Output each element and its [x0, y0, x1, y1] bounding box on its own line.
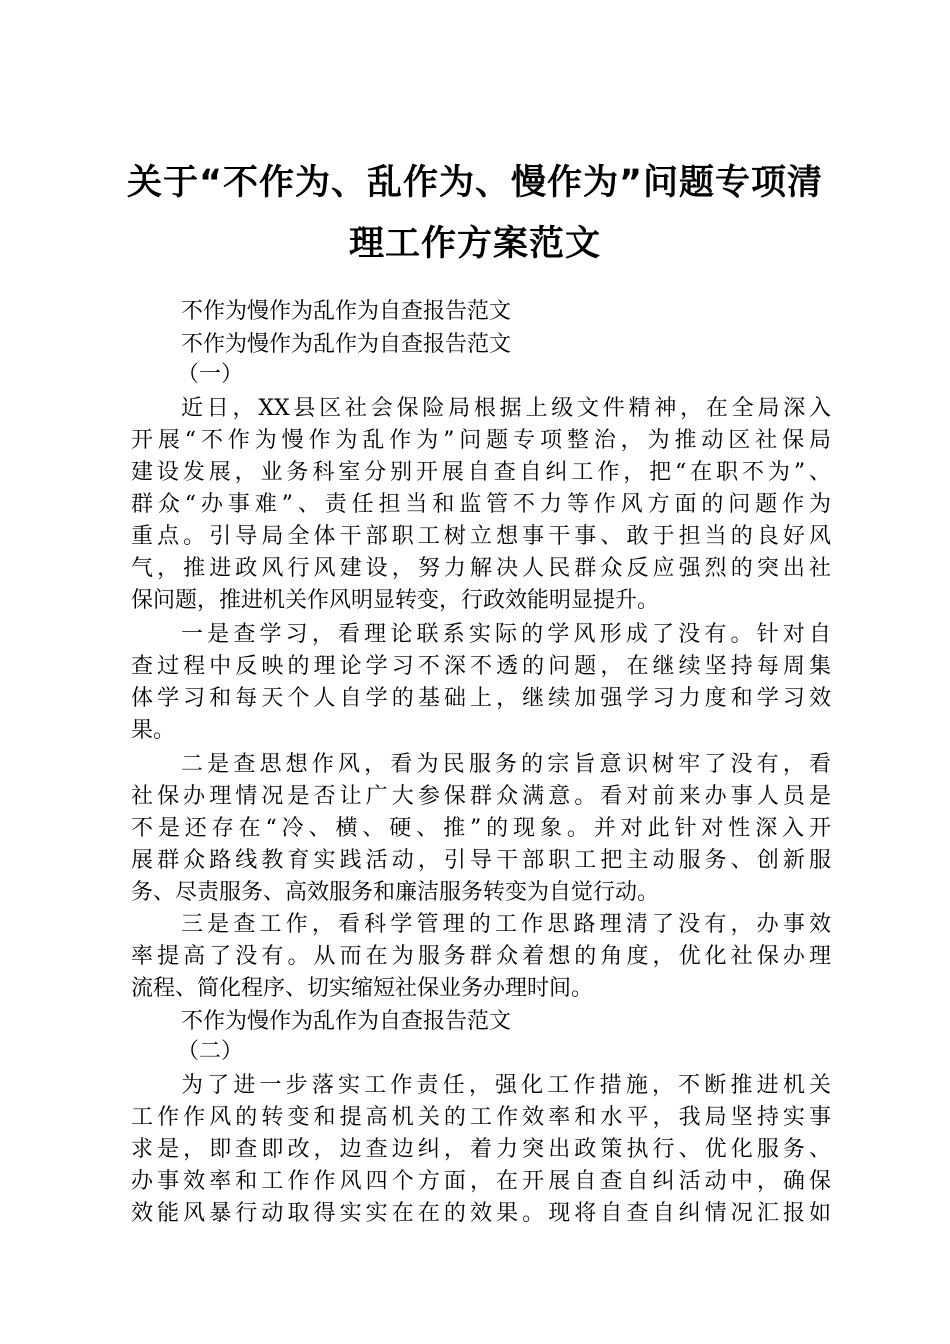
document-title-line-2: 理工作方案范文 [348, 224, 601, 264]
document-title-line-1: 关于“不作为、乱作为、慢作为”问题专项清 [126, 163, 823, 203]
section-marker: （二） [177, 1039, 244, 1064]
paragraph-line: 求是，即查即改，边查边纠，着力突出政策执行、优化服务、 [131, 1137, 831, 1162]
paragraph-line: 建设发展，业务科室分别开展自查自纠工作，把“在职不为”、 [131, 460, 831, 485]
paragraph-line: 务、尽责服务、高效服务和廉洁服务转变为自觉行动。 [131, 880, 660, 905]
section-marker: （一） [177, 362, 244, 387]
paragraph-line: 体学习和每天个人自学的基础上，继续加强学习力度和学习效 [131, 686, 831, 711]
subtitle-line: 不作为慢作为乱作为自查报告范文 [181, 1009, 512, 1034]
paragraph-line: 办事效率和工作作风四个方面，在开展自查自纠活动中，确保 [131, 1169, 831, 1194]
paragraph-line: 社保办理情况是否让广大参保群众满意。看对前来办事人员是 [131, 784, 831, 809]
paragraph-line: 开展“不作为慢作为乱作为”问题专项整治，为推动区社保局 [131, 428, 831, 453]
paragraph-line: 重点。引导局全体干部职工树立想事干事、敢于担当的良好风 [131, 524, 831, 549]
paragraph-line: 流程、简化程序、切实缩短社保业务办理时间。 [131, 976, 594, 1001]
paragraph-line: 效能风暴行动取得实实在在的效果。现将自查自纠情况汇报如 [131, 1201, 831, 1226]
subtitle-line: 不作为慢作为乱作为自查报告范文 [181, 332, 512, 357]
paragraph-line: 气，推进政风行风建设，努力解决人民群众反应强烈的突出社 [131, 556, 831, 581]
paragraph-line: 三是查工作，看科学管理的工作思路理清了没有，办事效 [181, 912, 831, 937]
paragraph-line: 不是还存在“冷、横、硬、推”的现象。并对此针对性深入开 [131, 816, 831, 841]
paragraph-line: 展群众路线教育实践活动，引导干部职工把主动服务、创新服 [131, 848, 831, 873]
paragraph-line: 群众“办事难”、责任担当和监管不力等作风方面的问题作为 [131, 492, 831, 517]
paragraph-line: 保问题，推进机关作风明显转变，行政效能明显提升。 [131, 588, 660, 613]
paragraph-line: 工作作风的转变和提高机关的工作效率和水平，我局坚持实事 [131, 1105, 831, 1130]
paragraph-line: 一是查学习，看理论联系实际的学风形成了没有。针对自 [181, 622, 831, 647]
subtitle-line: 不作为慢作为乱作为自查报告范文 [181, 299, 512, 324]
paragraph-line: 果。 [131, 718, 176, 743]
paragraph-line: 二是查思想作风，看为民服务的宗旨意识树牢了没有，看 [181, 752, 831, 777]
paragraph-line: 近日，XX县区社会保险局根据上级文件精神，在全局深入 [181, 396, 831, 421]
paragraph-line: 为了进一步落实工作责任，强化工作措施，不断推进机关 [181, 1073, 831, 1098]
paragraph-line: 率提高了没有。从而在为服务群众着想的角度，优化社保办理 [131, 944, 831, 969]
paragraph-line: 查过程中反映的理论学习不深不透的问题，在继续坚持每周集 [131, 654, 831, 679]
